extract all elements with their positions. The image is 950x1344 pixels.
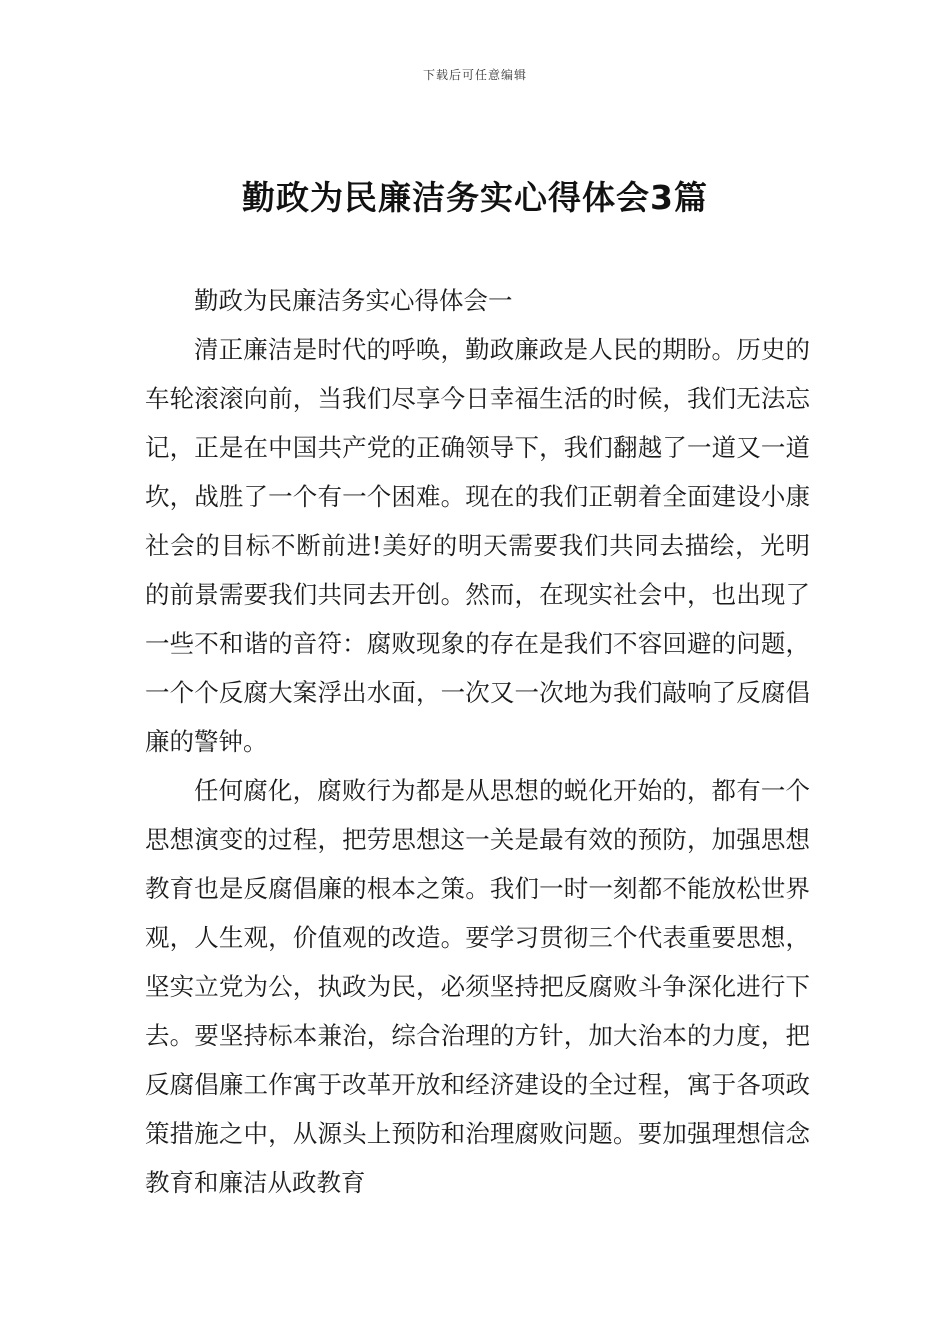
- section-subtitle: 勤政为民廉洁务实心得体会一: [194, 286, 513, 315]
- header-note: 下载后可任意编辑: [422, 68, 527, 82]
- document-title: 勤政为民廉洁务实心得体会3篇: [242, 178, 708, 217]
- document-body: [145, 276, 810, 1207]
- paragraph-1: 清正廉洁是时代的呼唤，勤政廉政是人民的期盼。历史的车轮滚滚向前，当我们尽享今日幸福生活的时候，我们无法忘记，正是在中国共产党的正确领导下，我们翻越了一道又一道坎，战胜了一个有一个困难。现在的我们正朝着全面建设小康社会的目标不断前进!美好的明天需要我们共同去描绘，光明的前景需要我们共同去开创。然而，在现实社会中，也出现了一些不和谐的音符：腐败现象的存在是我们不容回避的问题，一个个反腐大案浮出水面，一次又一次地为我们敲响了反腐倡廉的警钟。: [145, 335, 810, 756]
- paragraph-2: 任何腐化，腐败行为都是从思想的蜕化开始的，都有一个思想演变的过程，把劳思想这一关是最有效的预防，加强思想教育也是反腐倡廉的根本之策。我们一时一刻都不能放松世界观，人生观，价值观的改造。要学习贯彻三个代表重要思想，坚实立党为公，执政为民，必须坚持把反腐败斗争深化进行下去。要坚持标本兼治，综合治理的方针，加大治本的力度，把反腐倡廉工作寓于改革开放和经济建设的全过程，寓于各项政策措施之中，从源头上预防和治理腐败问题。要加强理想信念教育和廉洁从政教育: [145, 776, 810, 1197]
